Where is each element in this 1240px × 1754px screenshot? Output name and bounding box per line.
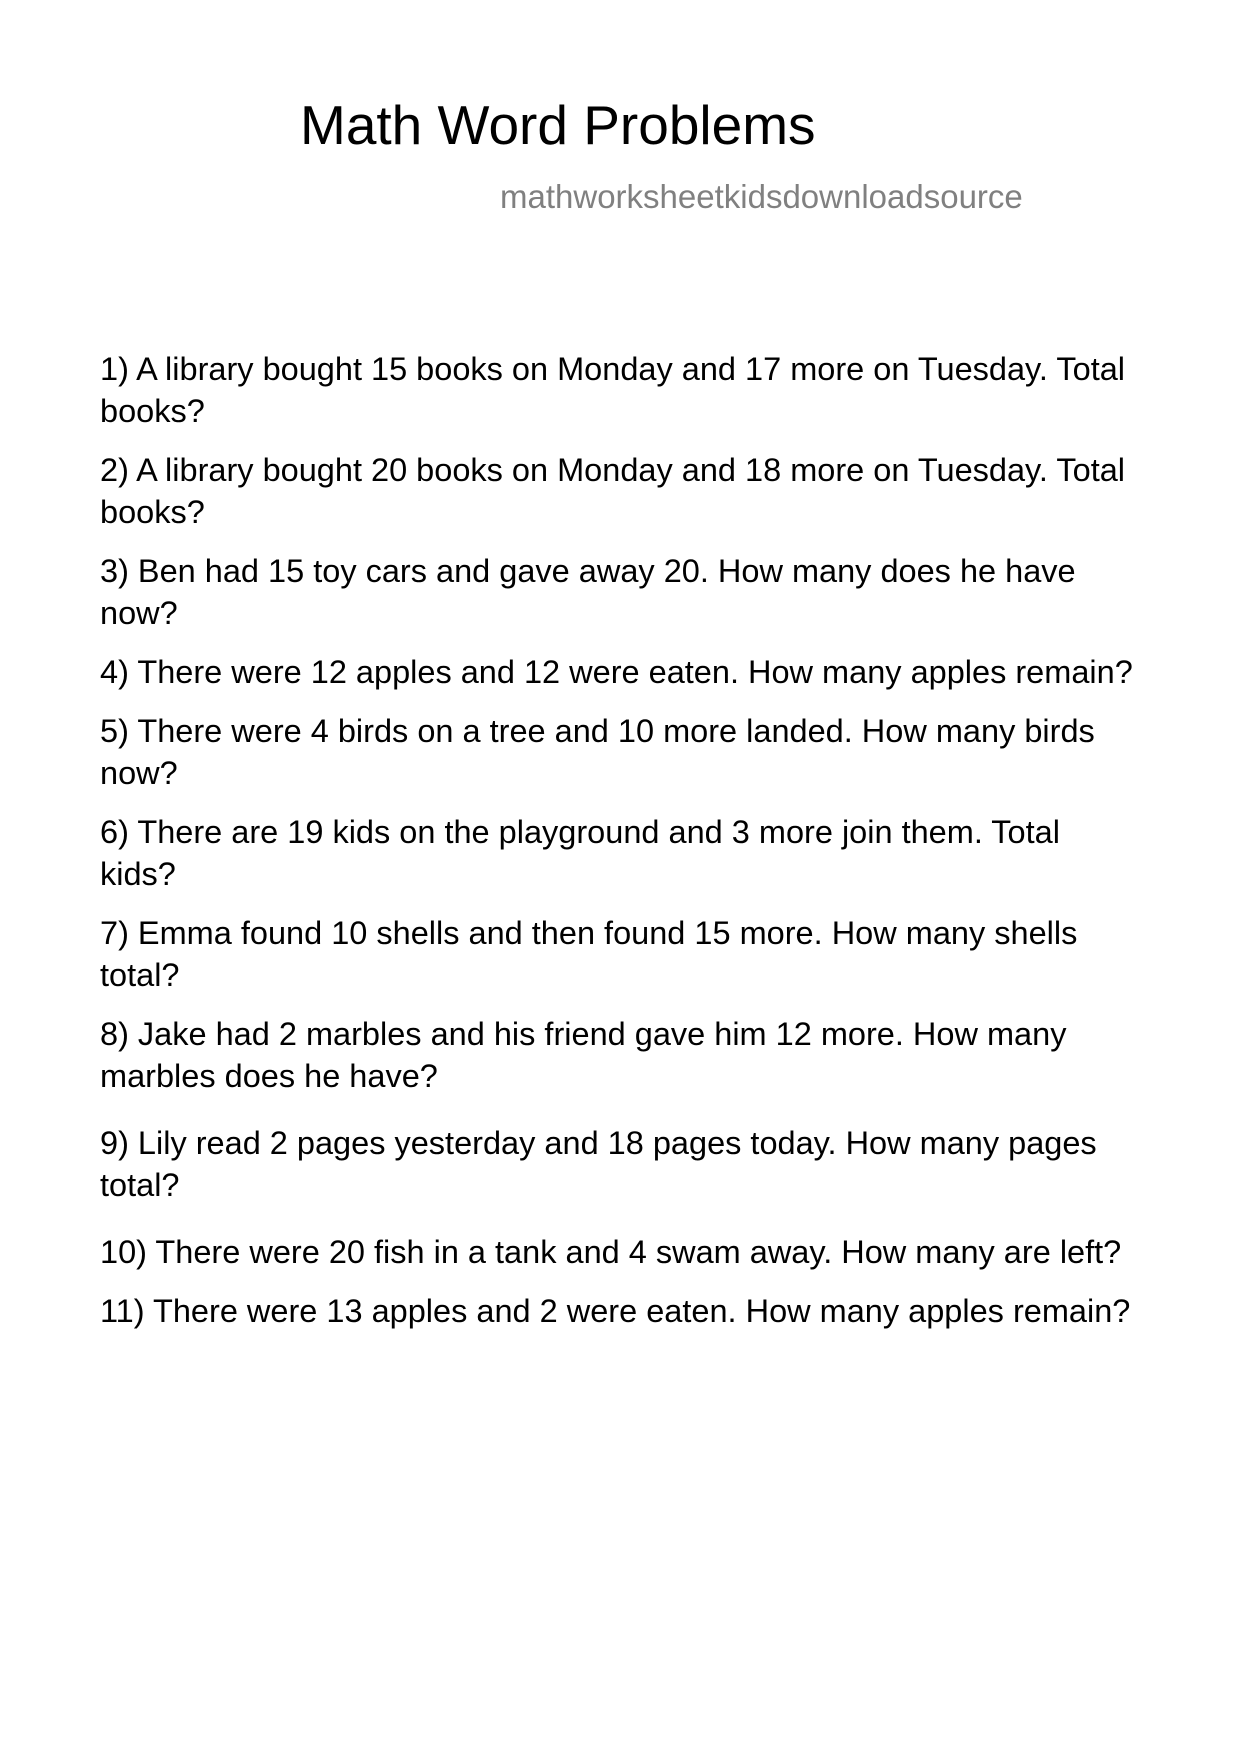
problem-8: 8) Jake had 2 marbles and his friend gave him 12 more. How many marbles does he have? — [100, 1016, 1067, 1094]
problem-7: 7) Emma found 10 shells and then found 15 more. How many shells total? — [100, 915, 1078, 993]
problem-2: 2) A library bought 20 books on Monday and 18 more on Tuesday. Total books? — [100, 452, 1126, 530]
problem-list — [100, 348, 1140, 1349]
problem-10: 10) There were 20 fish in a tank and 4 swam away. How many are left? — [100, 1234, 1122, 1270]
problem-5: 5) There were 4 birds on a tree and 10 more landed. How many birds now? — [100, 713, 1095, 791]
page-subtitle: mathworksheetkidsdownloadsource — [500, 178, 1023, 215]
problem-3: 3) Ben had 15 toy cars and gave away 20. How many does he have now? — [100, 553, 1076, 631]
problem-6: 6) There are 19 kids on the playground and 3 more join them. Total kids? — [100, 814, 1060, 892]
problem-1: 1) A library bought 15 books on Monday and 17 more on Tuesday. Total books? — [100, 351, 1126, 429]
page-title: Math Word Problems — [300, 94, 816, 156]
problem-4: 4) There were 12 apples and 12 were eaten. How many apples remain? — [100, 654, 1133, 690]
problem-11: 11) There were 13 apples and 2 were eaten. How many apples remain? — [100, 1293, 1131, 1329]
problem-9: 9) Lily read 2 pages yesterday and 18 pages today. How many pages total? — [100, 1125, 1097, 1203]
